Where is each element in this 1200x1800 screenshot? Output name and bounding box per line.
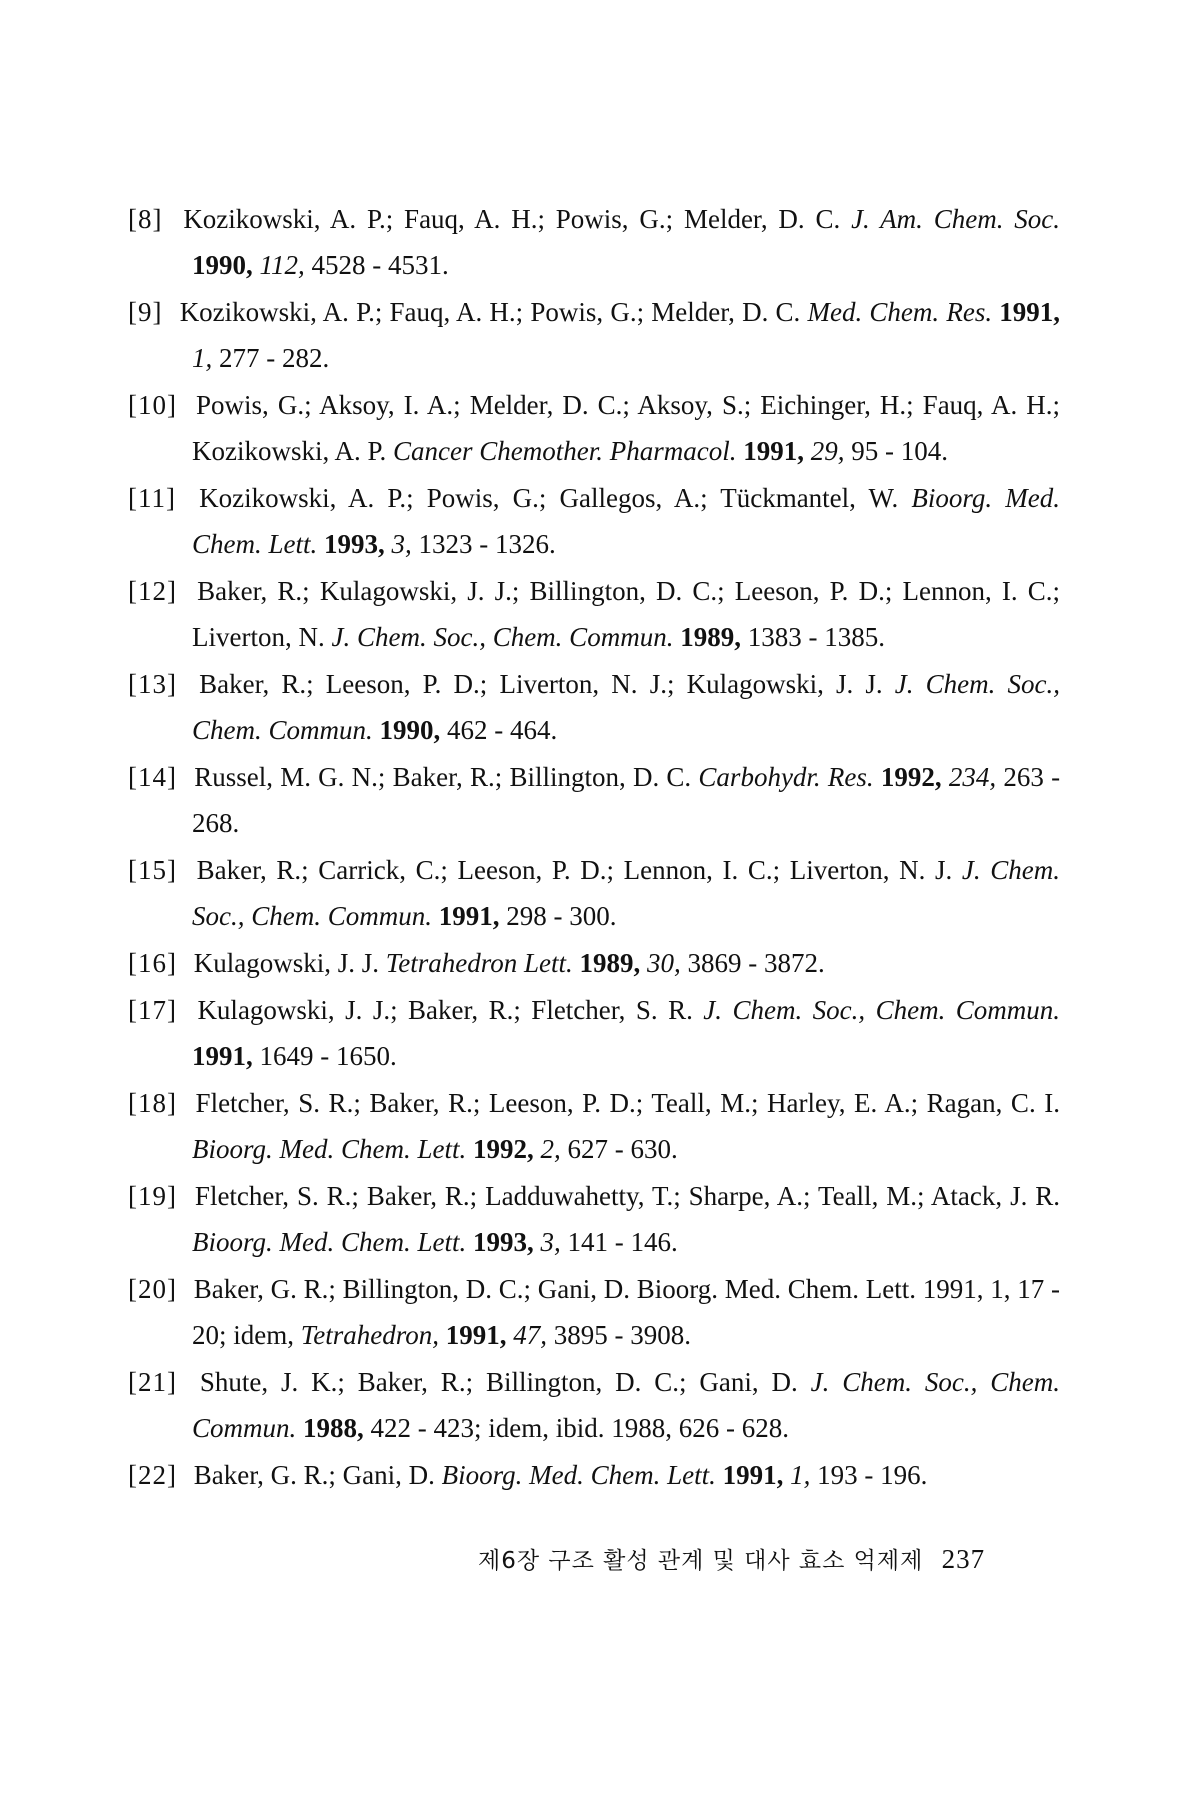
reference-authors: Kozikowski, A. P.; Fauq, A. H.; Powis, G.; Melder, D. C. xyxy=(179,297,801,327)
reference-pages: 1323 - 1326. xyxy=(418,529,556,559)
reference-volume: 3, xyxy=(391,529,412,559)
reference-journal: Tetrahedron Lett. xyxy=(385,948,573,978)
reference-number: [21] xyxy=(128,1367,177,1397)
reference-year: 1991, xyxy=(743,436,804,466)
reference-list xyxy=(128,196,1061,1499)
reference-item xyxy=(128,847,1061,939)
reference-journal: Carbohydr. Res. xyxy=(698,762,874,792)
reference-volume: 2, xyxy=(540,1134,561,1164)
reference-year: 1993, xyxy=(472,1227,534,1257)
reference-year: 1993, xyxy=(324,529,385,559)
reference-authors: Shute, J. K.; Baker, R.; Billington, D. C.; Gani, D. xyxy=(199,1367,798,1397)
reference-number: [9] xyxy=(128,297,163,327)
reference-pages: 4528 - 4531. xyxy=(311,250,449,280)
reference-item xyxy=(128,940,1060,986)
reference-authors: Kozikowski, A. P.; Fauq, A. H.; Powis, G.; Melder, D. C. xyxy=(183,204,841,234)
reference-volume: 29, xyxy=(810,436,845,466)
running-footer xyxy=(478,1542,985,1575)
reference-item xyxy=(128,475,1061,567)
reference-year: 1991, xyxy=(999,297,1061,327)
reference-journal: Bioorg. Med. Chem. Lett. xyxy=(192,483,1061,559)
reference-pages: 141 - 146. xyxy=(567,1227,678,1257)
reference-volume: 234, xyxy=(948,762,997,792)
reference-volume: 112, xyxy=(259,250,305,280)
reference-item xyxy=(128,1452,1060,1498)
reference-item xyxy=(128,568,1060,660)
reference-volume: 30, xyxy=(647,948,681,978)
reference-authors: Kulagowski, J. J. xyxy=(193,948,379,978)
reference-volume: 1, xyxy=(192,343,213,373)
reference-item xyxy=(128,1266,1061,1358)
reference-number: [18] xyxy=(128,1088,177,1118)
reference-volume: 3, xyxy=(540,1227,561,1257)
reference-number: [15] xyxy=(128,855,177,885)
reference-year: 1991, xyxy=(438,901,500,931)
reference-year: 1992, xyxy=(472,1134,534,1164)
reference-item xyxy=(128,289,1061,381)
reference-journal: J. Chem. Soc., Chem. Commun. xyxy=(192,669,1060,745)
reference-number: [19] xyxy=(128,1181,177,1211)
reference-year: 1990, xyxy=(379,715,441,745)
reference-number: [20] xyxy=(128,1274,177,1304)
reference-number: [13] xyxy=(128,669,177,699)
reference-number: [10] xyxy=(128,390,177,420)
reference-year: 1990, xyxy=(192,250,253,280)
reference-item xyxy=(128,987,1061,1079)
reference-item xyxy=(128,1173,1061,1265)
reference-pages: 627 - 630. xyxy=(567,1134,678,1164)
reference-item xyxy=(128,1080,1060,1172)
reference-authors: Kozikowski, A. P.; Powis, G.; Gallegos, A.; Tückmantel, W. xyxy=(199,483,899,513)
reference-volume: 1, xyxy=(790,1460,811,1490)
reference-item xyxy=(128,382,1060,474)
reference-pages: 1649 - 1650. xyxy=(259,1041,397,1071)
reference-year: 1991, xyxy=(192,1041,253,1071)
reference-journal: J. Am. Chem. Soc. xyxy=(851,204,1061,234)
reference-pages: 263 - 268. xyxy=(192,762,1061,838)
reference-journal: J. Chem. Soc., Chem. Commun. xyxy=(331,622,674,652)
reference-authors: Kulagowski, J. J.; Baker, R.; Fletcher, S. R. xyxy=(197,995,693,1025)
reference-number: [11] xyxy=(128,483,176,513)
reference-year: 1991, xyxy=(722,1460,784,1490)
reference-pages: 3895 - 3908. xyxy=(553,1320,692,1350)
reference-year: 1991, xyxy=(445,1320,507,1350)
reference-year: 1992, xyxy=(880,762,942,792)
reference-number: [17] xyxy=(128,995,177,1025)
reference-pages: 193 - 196. xyxy=(817,1460,928,1490)
reference-authors: Fletcher, S. R.; Baker, R.; Leeson, P. D.; Teall, M.; Harley, E. A.; Ragan, C. I. xyxy=(195,1088,1060,1118)
reference-number: [22] xyxy=(128,1460,177,1490)
reference-authors: Fletcher, S. R.; Baker, R.; Ladduwahetty, T.; Sharpe, A.; Teall, M.; Atack, J. R. xyxy=(194,1181,1061,1211)
reference-authors: Baker, R.; Leeson, P. D.; Liverton, N. J.; Kulagowski, J. J. xyxy=(199,669,883,699)
reference-item xyxy=(128,1359,1061,1451)
reference-authors: Baker, R.; Carrick, C.; Leeson, P. D.; Lennon, I. C.; Liverton, N. J. xyxy=(196,855,953,885)
reference-pages: 95 - 104. xyxy=(851,436,948,466)
reference-year: 1989, xyxy=(579,948,641,978)
reference-number: [14] xyxy=(128,762,177,792)
reference-pages: 298 - 300. xyxy=(506,901,617,931)
reference-journal: Med. Chem. Res. xyxy=(807,297,993,327)
reference-pages: 3869 - 3872. xyxy=(687,948,825,978)
chapter-title: 제6장 구조 활성 관계 및 대사 효소 억제제 xyxy=(478,1548,924,1574)
reference-authors: Baker, G. R.; Billington, D. C.; Gani, D. Bioorg. Med. Chem. Lett. 1991, 1, 17 - 20; idem, xyxy=(192,1274,1061,1350)
reference-volume: 47, xyxy=(513,1320,548,1350)
reference-authors: Powis, G.; Aksoy, I. A.; Melder, D. C.; Aksoy, S.; Eichinger, H.; Fauq, A. H.; Kozikowski, A. P. xyxy=(192,390,1060,466)
reference-journal: Tetrahedron, xyxy=(300,1320,440,1350)
reference-journal: Bioorg. Med. Chem. Lett. xyxy=(441,1460,716,1490)
reference-journal: Bioorg. Med. Chem. Lett. xyxy=(192,1227,467,1257)
reference-year: 1988, xyxy=(303,1413,364,1443)
reference-item xyxy=(128,661,1060,753)
reference-number: [8] xyxy=(128,204,163,234)
reference-authors: Baker, R.; Kulagowski, J. J.; Billington, D. C.; Leeson, P. D.; Lennon, I. C.; Liverton, N. xyxy=(192,576,1060,652)
reference-authors: Russel, M. G. N.; Baker, R.; Billington, D. C. xyxy=(194,762,692,792)
reference-journal: Cancer Chemother. Pharmacol. xyxy=(393,436,737,466)
reference-journal: J. Chem. Soc., Chem. Commun. xyxy=(703,995,1061,1025)
reference-number: [12] xyxy=(128,576,177,606)
reference-item xyxy=(128,754,1061,846)
reference-pages: 422 - 423; idem, ibid. 1988, 626 - 628. xyxy=(370,1413,789,1443)
reference-year: 1989, xyxy=(680,622,741,652)
reference-journal: J. Chem. Soc., Chem. Commun. xyxy=(192,1367,1061,1443)
reference-pages: 1383 - 1385. xyxy=(747,622,885,652)
reference-journal: J. Chem. Soc., Chem. Commun. xyxy=(192,855,1061,931)
reference-item xyxy=(128,196,1061,288)
reference-journal: Bioorg. Med. Chem. Lett. xyxy=(192,1134,467,1164)
page-number: 237 xyxy=(941,1544,986,1574)
reference-pages: 277 - 282. xyxy=(219,343,330,373)
reference-pages: 462 - 464. xyxy=(447,715,558,745)
reference-authors: Baker, G. R.; Gani, D. xyxy=(193,1460,435,1490)
reference-number: [16] xyxy=(128,948,177,978)
